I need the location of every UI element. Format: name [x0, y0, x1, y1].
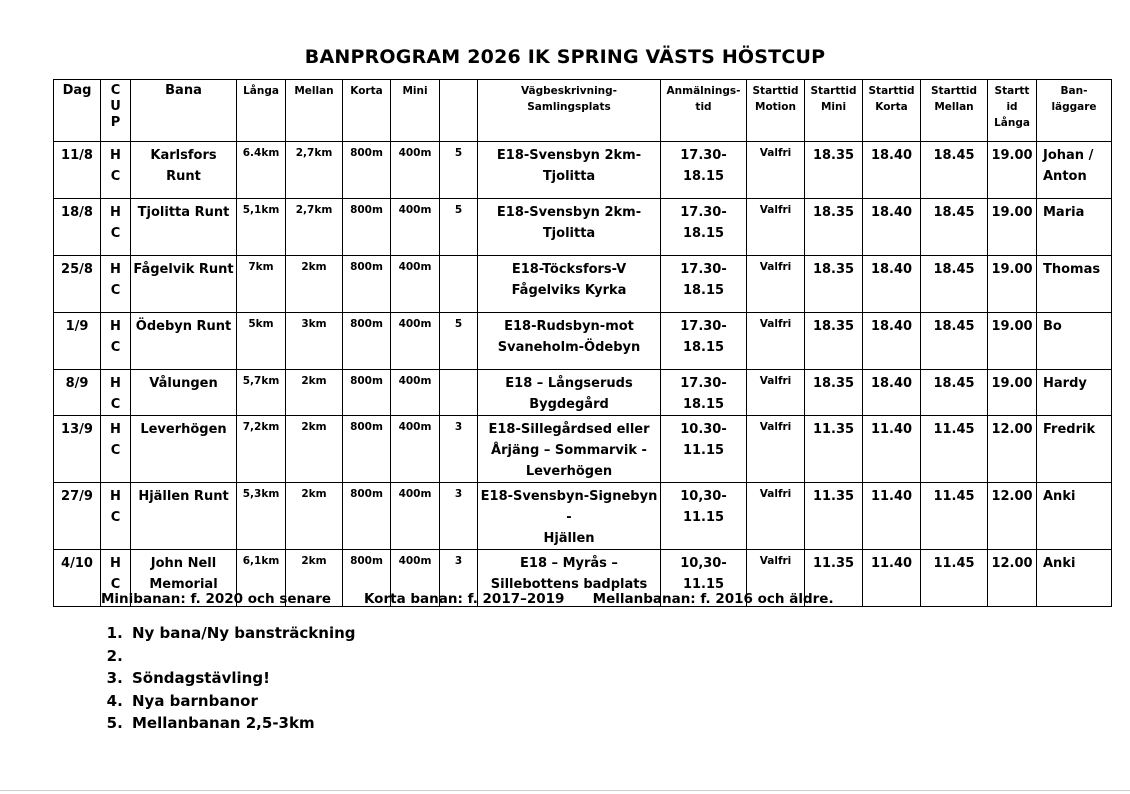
cell-motion: Valfri	[747, 370, 805, 416]
cell-mellan: 2km	[286, 416, 343, 483]
cell-bana: Fågelvik Runt	[131, 256, 237, 313]
cell-korta: 800m	[343, 256, 391, 313]
table-row	[54, 370, 1112, 416]
cell-korta: 800m	[343, 550, 391, 607]
cell-banlaggare: Hardy	[1037, 370, 1112, 416]
cell-st-mini: 11.35	[805, 483, 863, 550]
cell-vag: E18-Rudsbyn-mot Svaneholm-Ödebyn	[478, 313, 661, 370]
cell-langa: 5,1km	[237, 199, 286, 256]
cell-motion: Valfri	[747, 483, 805, 550]
cell-dag: 11/8	[54, 142, 101, 199]
cell-cup: H C	[101, 550, 131, 607]
cell-langa: 5,7km	[237, 370, 286, 416]
cell-bana: Leverhögen	[131, 416, 237, 483]
cell-st-langa: 12.00	[988, 416, 1037, 483]
cell-st-langa: 19.00	[988, 313, 1037, 370]
cell-banlaggare: Fredrik	[1037, 416, 1112, 483]
cell-korta: 800m	[343, 416, 391, 483]
table-row	[54, 416, 1112, 483]
cell-st-mini: 18.35	[805, 313, 863, 370]
cell-korta: 800m	[343, 313, 391, 370]
cell-bana: Vålungen	[131, 370, 237, 416]
column-header: Starttid Korta	[863, 80, 921, 142]
cell-dag: 1/9	[54, 313, 101, 370]
cell-anm: 10.30- 11.15	[661, 416, 747, 483]
cell-mini: 400m	[391, 256, 440, 313]
column-header: Starttid Mini	[805, 80, 863, 142]
age-class-note: Minibanan: f. 2020 och senare Korta banan: f. 2017–2019 Mellanbanan: f. 2016 och äldre.	[101, 591, 834, 607]
cell-vag: E18-Svensbyn 2km- Tjolitta	[478, 199, 661, 256]
cell-note	[440, 370, 478, 416]
cell-vag: E18 – Långseruds Bygdegård	[478, 370, 661, 416]
column-header: Anmälnings- tid	[661, 80, 747, 142]
footnote-item: 5. Mellanbanan 2,5-3km	[128, 712, 356, 735]
cell-st-mellan: 18.45	[921, 370, 988, 416]
cell-banlaggare: Johan / Anton	[1037, 142, 1112, 199]
header-row	[54, 80, 1112, 142]
cell-cup: H C	[101, 416, 131, 483]
column-header: Ban- läggare	[1037, 80, 1112, 142]
cell-cup: H C	[101, 313, 131, 370]
cell-note: 3	[440, 483, 478, 550]
cell-vag: E18-Svensbyn-Signebyn - Hjällen	[478, 483, 661, 550]
cell-st-mini: 18.35	[805, 142, 863, 199]
cell-st-korta: 18.40	[863, 256, 921, 313]
cell-st-korta: 18.40	[863, 199, 921, 256]
cell-st-mini: 11.35	[805, 550, 863, 607]
cell-bana: Tjolitta Runt	[131, 199, 237, 256]
cell-st-mini: 18.35	[805, 370, 863, 416]
cell-vag: E18 – Myrås – Sillebottens badplats	[478, 550, 661, 607]
cell-st-mellan: 11.45	[921, 483, 988, 550]
cell-dag: 27/9	[54, 483, 101, 550]
cell-cup: H C	[101, 256, 131, 313]
cell-motion: Valfri	[747, 256, 805, 313]
cell-mellan: 2,7km	[286, 142, 343, 199]
cell-langa: 5km	[237, 313, 286, 370]
cell-korta: 800m	[343, 199, 391, 256]
cell-dag: 8/9	[54, 370, 101, 416]
cell-st-langa: 19.00	[988, 370, 1037, 416]
cell-anm: 17.30- 18.15	[661, 370, 747, 416]
cell-st-mellan: 11.45	[921, 550, 988, 607]
cell-mini: 400m	[391, 199, 440, 256]
cell-st-mellan: 18.45	[921, 313, 988, 370]
cell-note: 5	[440, 142, 478, 199]
footnote-item	[128, 645, 356, 668]
cell-banlaggare: Thomas	[1037, 256, 1112, 313]
cell-st-langa: 12.00	[988, 550, 1037, 607]
cell-st-mellan: 18.45	[921, 256, 988, 313]
cell-mellan: 2km	[286, 370, 343, 416]
cell-mellan: 2km	[286, 256, 343, 313]
footnote-item: 1. Ny bana/Ny bansträckning	[128, 622, 356, 645]
cell-bana: Hjällen Runt	[131, 483, 237, 550]
cell-anm: 17.30- 18.15	[661, 199, 747, 256]
cell-banlaggare: Maria	[1037, 199, 1112, 256]
cell-motion: Valfri	[747, 313, 805, 370]
cell-st-mini: 18.35	[805, 199, 863, 256]
cell-dag: 25/8	[54, 256, 101, 313]
cell-anm: 17.30- 18.15	[661, 313, 747, 370]
cell-st-korta: 11.40	[863, 416, 921, 483]
cell-note: 5	[440, 313, 478, 370]
cell-anm: 17.30- 18.15	[661, 142, 747, 199]
column-header: Startt id Långa	[988, 80, 1037, 142]
cell-mellan: 2,7km	[286, 199, 343, 256]
cell-vag: E18-Svensbyn 2km- Tjolitta	[478, 142, 661, 199]
cell-vag: E18-Töcksfors-V Fågelviks Kyrka	[478, 256, 661, 313]
cell-mini: 400m	[391, 416, 440, 483]
cell-st-langa: 12.00	[988, 483, 1037, 550]
cell-st-langa: 19.00	[988, 256, 1037, 313]
cell-note: 3	[440, 416, 478, 483]
schedule-table	[53, 79, 1112, 607]
cell-mini: 400m	[391, 550, 440, 607]
cell-st-korta: 18.40	[863, 370, 921, 416]
cell-cup: H C	[101, 483, 131, 550]
page-edge	[0, 790, 1130, 791]
cell-note: 3	[440, 550, 478, 607]
column-header: Korta	[343, 80, 391, 142]
column-header: Mellan	[286, 80, 343, 142]
cell-korta: 800m	[343, 483, 391, 550]
cell-motion: Valfri	[747, 199, 805, 256]
column-header: Dag	[54, 80, 101, 142]
cell-mini: 400m	[391, 142, 440, 199]
cell-mini: 400m	[391, 483, 440, 550]
cell-anm: 17.30- 18.15	[661, 256, 747, 313]
cell-note	[440, 256, 478, 313]
cell-anm: 10,30- 11.15	[661, 550, 747, 607]
column-header: Långa	[237, 80, 286, 142]
cell-cup: H C	[101, 199, 131, 256]
cell-mini: 400m	[391, 313, 440, 370]
cell-vag: E18-Sillegårdsed eller Årjäng – Sommarvik - Leverhögen	[478, 416, 661, 483]
cell-cup: H C	[101, 142, 131, 199]
cell-mellan: 2km	[286, 483, 343, 550]
cell-bana: John Nell Memorial	[131, 550, 237, 607]
cell-langa: 6.4km	[237, 142, 286, 199]
column-header: Mini	[391, 80, 440, 142]
column-header	[440, 80, 478, 142]
cell-bana: Karlsfors Runt	[131, 142, 237, 199]
cell-korta: 800m	[343, 142, 391, 199]
cell-banlaggare: Anki	[1037, 483, 1112, 550]
page-title: BANPROGRAM 2026 IK SPRING VÄSTS HÖSTCUP	[304, 46, 826, 68]
cell-langa: 7,2km	[237, 416, 286, 483]
footnote-item: 4. Nya barnbanor	[128, 690, 356, 713]
cell-motion: Valfri	[747, 416, 805, 483]
cell-st-mini: 18.35	[805, 256, 863, 313]
cell-st-korta: 18.40	[863, 313, 921, 370]
table-row	[54, 256, 1112, 313]
cell-dag: 13/9	[54, 416, 101, 483]
cell-mellan: 2km	[286, 550, 343, 607]
table-row	[54, 483, 1112, 550]
table-row	[54, 142, 1112, 199]
column-header: Starttid Motion	[747, 80, 805, 142]
cell-bana: Ödebyn Runt	[131, 313, 237, 370]
cell-langa: 7km	[237, 256, 286, 313]
column-header: Bana	[131, 80, 237, 142]
column-header: Starttid Mellan	[921, 80, 988, 142]
cell-st-korta: 18.40	[863, 142, 921, 199]
cell-st-korta: 11.40	[863, 550, 921, 607]
cell-motion: Valfri	[747, 142, 805, 199]
cell-dag: 4/10	[54, 550, 101, 607]
cell-note: 5	[440, 199, 478, 256]
cell-langa: 5,3km	[237, 483, 286, 550]
cell-st-mellan: 11.45	[921, 416, 988, 483]
cell-st-langa: 19.00	[988, 142, 1037, 199]
footnote-item: 3. Söndagstävling!	[128, 667, 356, 690]
cell-st-mellan: 18.45	[921, 142, 988, 199]
cell-st-korta: 11.40	[863, 483, 921, 550]
cell-st-langa: 19.00	[988, 199, 1037, 256]
column-header: Vägbeskrivning- Samlingsplats	[478, 80, 661, 142]
footnotes-list	[92, 622, 356, 735]
cell-st-mellan: 18.45	[921, 199, 988, 256]
cell-korta: 800m	[343, 370, 391, 416]
cell-banlaggare: Anki	[1037, 550, 1112, 607]
cell-mellan: 3km	[286, 313, 343, 370]
table-row	[54, 313, 1112, 370]
cell-cup: H C	[101, 370, 131, 416]
column-header: C U P	[101, 80, 131, 142]
cell-banlaggare: Bo	[1037, 313, 1112, 370]
cell-motion: Valfri	[747, 550, 805, 607]
cell-anm: 10,30- 11.15	[661, 483, 747, 550]
cell-dag: 18/8	[54, 199, 101, 256]
cell-langa: 6,1km	[237, 550, 286, 607]
cell-mini: 400m	[391, 370, 440, 416]
table-row	[54, 199, 1112, 256]
cell-st-mini: 11.35	[805, 416, 863, 483]
